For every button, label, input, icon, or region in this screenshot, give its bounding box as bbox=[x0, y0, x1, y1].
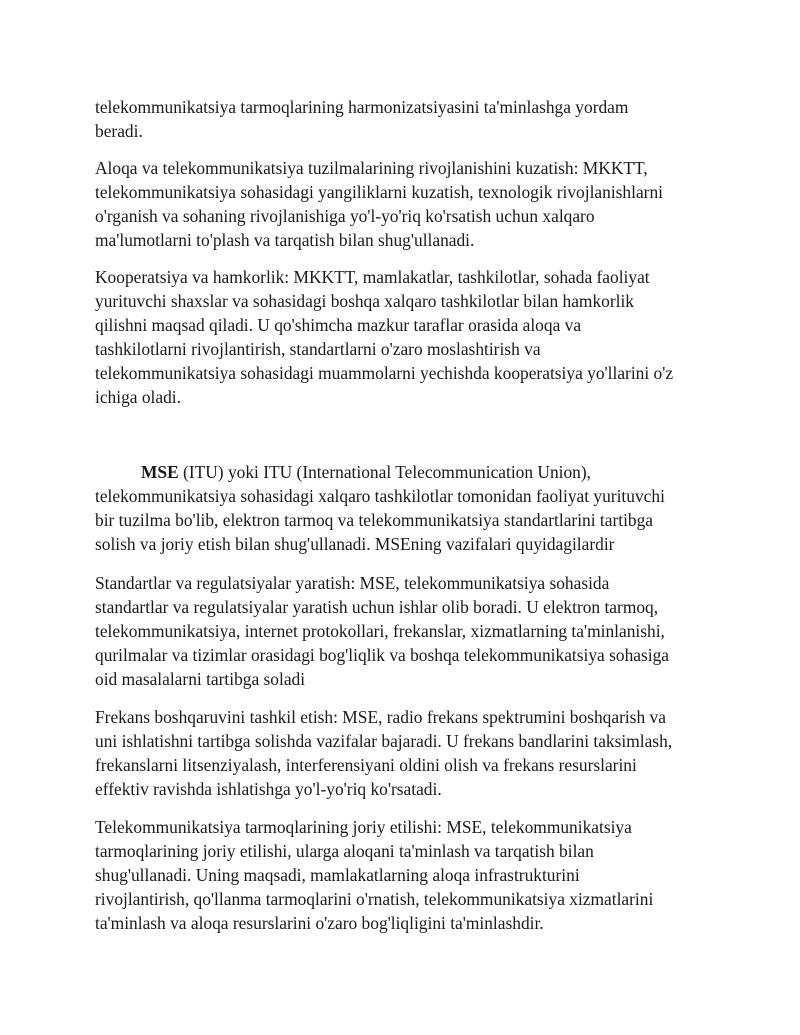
text-line: qilishni maqsad qiladi. U qo'shimcha mazkur taraflar orasida aloqa va bbox=[95, 315, 582, 335]
paragraph-cooperation bbox=[95, 265, 720, 409]
paragraph-harmonization bbox=[95, 95, 720, 143]
text-line: solish va joriy etish bilan shug'ullanadi. MSEning vazifalari quyidagilardir bbox=[95, 534, 615, 554]
text-line: telekommunikatsiya sohasidagi muammolarni yechishda kooperatsiya yo'llarini o'z bbox=[95, 363, 674, 383]
text-line: telekommunikatsiya tarmoqlarining harmonizatsiyasini ta'minlashga yordam bbox=[95, 97, 629, 117]
paragraph-networks bbox=[95, 815, 720, 935]
paragraph-monitoring bbox=[95, 156, 720, 252]
text-line: Telekommunikatsiya tarmoqlarining joriy etilishi: MSE, telekommunikatsiya bbox=[95, 817, 632, 837]
text-line: ichiga oladi. bbox=[95, 387, 181, 407]
text-line: telekommunikatsiya, internet protokollari, frekanslar, xizmatlarning ta'minlanishi, bbox=[95, 621, 665, 641]
text-line: Standartlar va regulatsiyalar yaratish: MSE, telekommunikatsiya sohasida bbox=[95, 573, 610, 593]
text-line: Aloqa va telekommunikatsiya tuzilmalarining rivojlanishini kuzatish: MKKTT, bbox=[95, 158, 648, 178]
text-line bbox=[95, 460, 720, 484]
text-line: Frekans boshqaruvini tashkil etish: MSE, radio frekans spektrumini boshqarish va bbox=[95, 707, 666, 727]
paragraph-mse-intro bbox=[95, 460, 720, 556]
text-line: bir tuzilma bo'lib, elektron tarmoq va telekommunikatsiya standartlarini tartibga bbox=[95, 510, 654, 530]
text-line: standartlar va regulatsiyalar yaratish uchun ishlar olib boradi. U elektron tarmoq, bbox=[95, 597, 659, 617]
text-line: yurituvchi shaxslar va sohasidagi boshqa xalqaro tashkilotlar bilan hamkorlik bbox=[95, 291, 634, 311]
paragraph-standards bbox=[95, 571, 720, 691]
text-line: beradi. bbox=[95, 121, 143, 141]
text-line: ma'lumotlarni to'plash va tarqatish bilan shug'ullanadi. bbox=[95, 230, 475, 250]
text-line: uni ishlatishni tartibga solishda vazifalar bajaradi. U frekans bandlarini taksimlash, bbox=[95, 731, 673, 751]
mse-bold-term: MSE bbox=[141, 462, 179, 482]
text-line: tarmoqlarining joriy etilishi, ularga aloqani ta'minlash va tarqatish bilan bbox=[95, 841, 594, 861]
text-line: oid masalalarni tartibga soladi bbox=[95, 669, 306, 689]
text-line: rivojlantirish, qo'llanma tarmoqlarini o'rnatish, telekommunikatsiya xizmatlarini bbox=[95, 889, 654, 909]
text-line: tashkilotlarni rivojlantirish, standartlarni o'zaro moslashtirish va bbox=[95, 339, 541, 359]
text-line: effektiv ravishda ishlatishga yo'l-yo'riq ko'rsatadi. bbox=[95, 779, 442, 799]
text-line: frekanslarni litsenziyalash, interferensiyani oldini olish va frekans resurslarini bbox=[95, 755, 637, 775]
text-line: o'rganish va sohaning rivojlanishiga yo'l-yo'riq ko'rsatish uchun xalqaro bbox=[95, 206, 595, 226]
text-line: Kooperatsiya va hamkorlik: MKKTT, mamlakatlar, tashkilotlar, sohada faoliyat bbox=[95, 267, 650, 287]
text-line: ta'minlash va aloqa resurslarini o'zaro bog'liqligini ta'minlashdir. bbox=[95, 913, 544, 933]
text-line: telekommunikatsiya sohasidagi yangiliklarni kuzatish, texnologik rivojlanishlarni bbox=[95, 182, 663, 202]
intro-text: (ITU) yoki ITU (International Telecommunication Union), bbox=[178, 462, 592, 482]
paragraph-frequency bbox=[95, 705, 720, 801]
text-line: qurilmalar va tizimlar orasidagi bog'liqlik va boshqa telekommunikatsiya sohasiga bbox=[95, 645, 669, 665]
text-line: telekommunikatsiya sohasidagi xalqaro tashkilotlar tomonidan faoliyat yurituvchi bbox=[95, 486, 665, 506]
text-line: shug'ullanadi. Uning maqsadi, mamlakatlarning aloqa infrastrukturini bbox=[95, 865, 580, 885]
